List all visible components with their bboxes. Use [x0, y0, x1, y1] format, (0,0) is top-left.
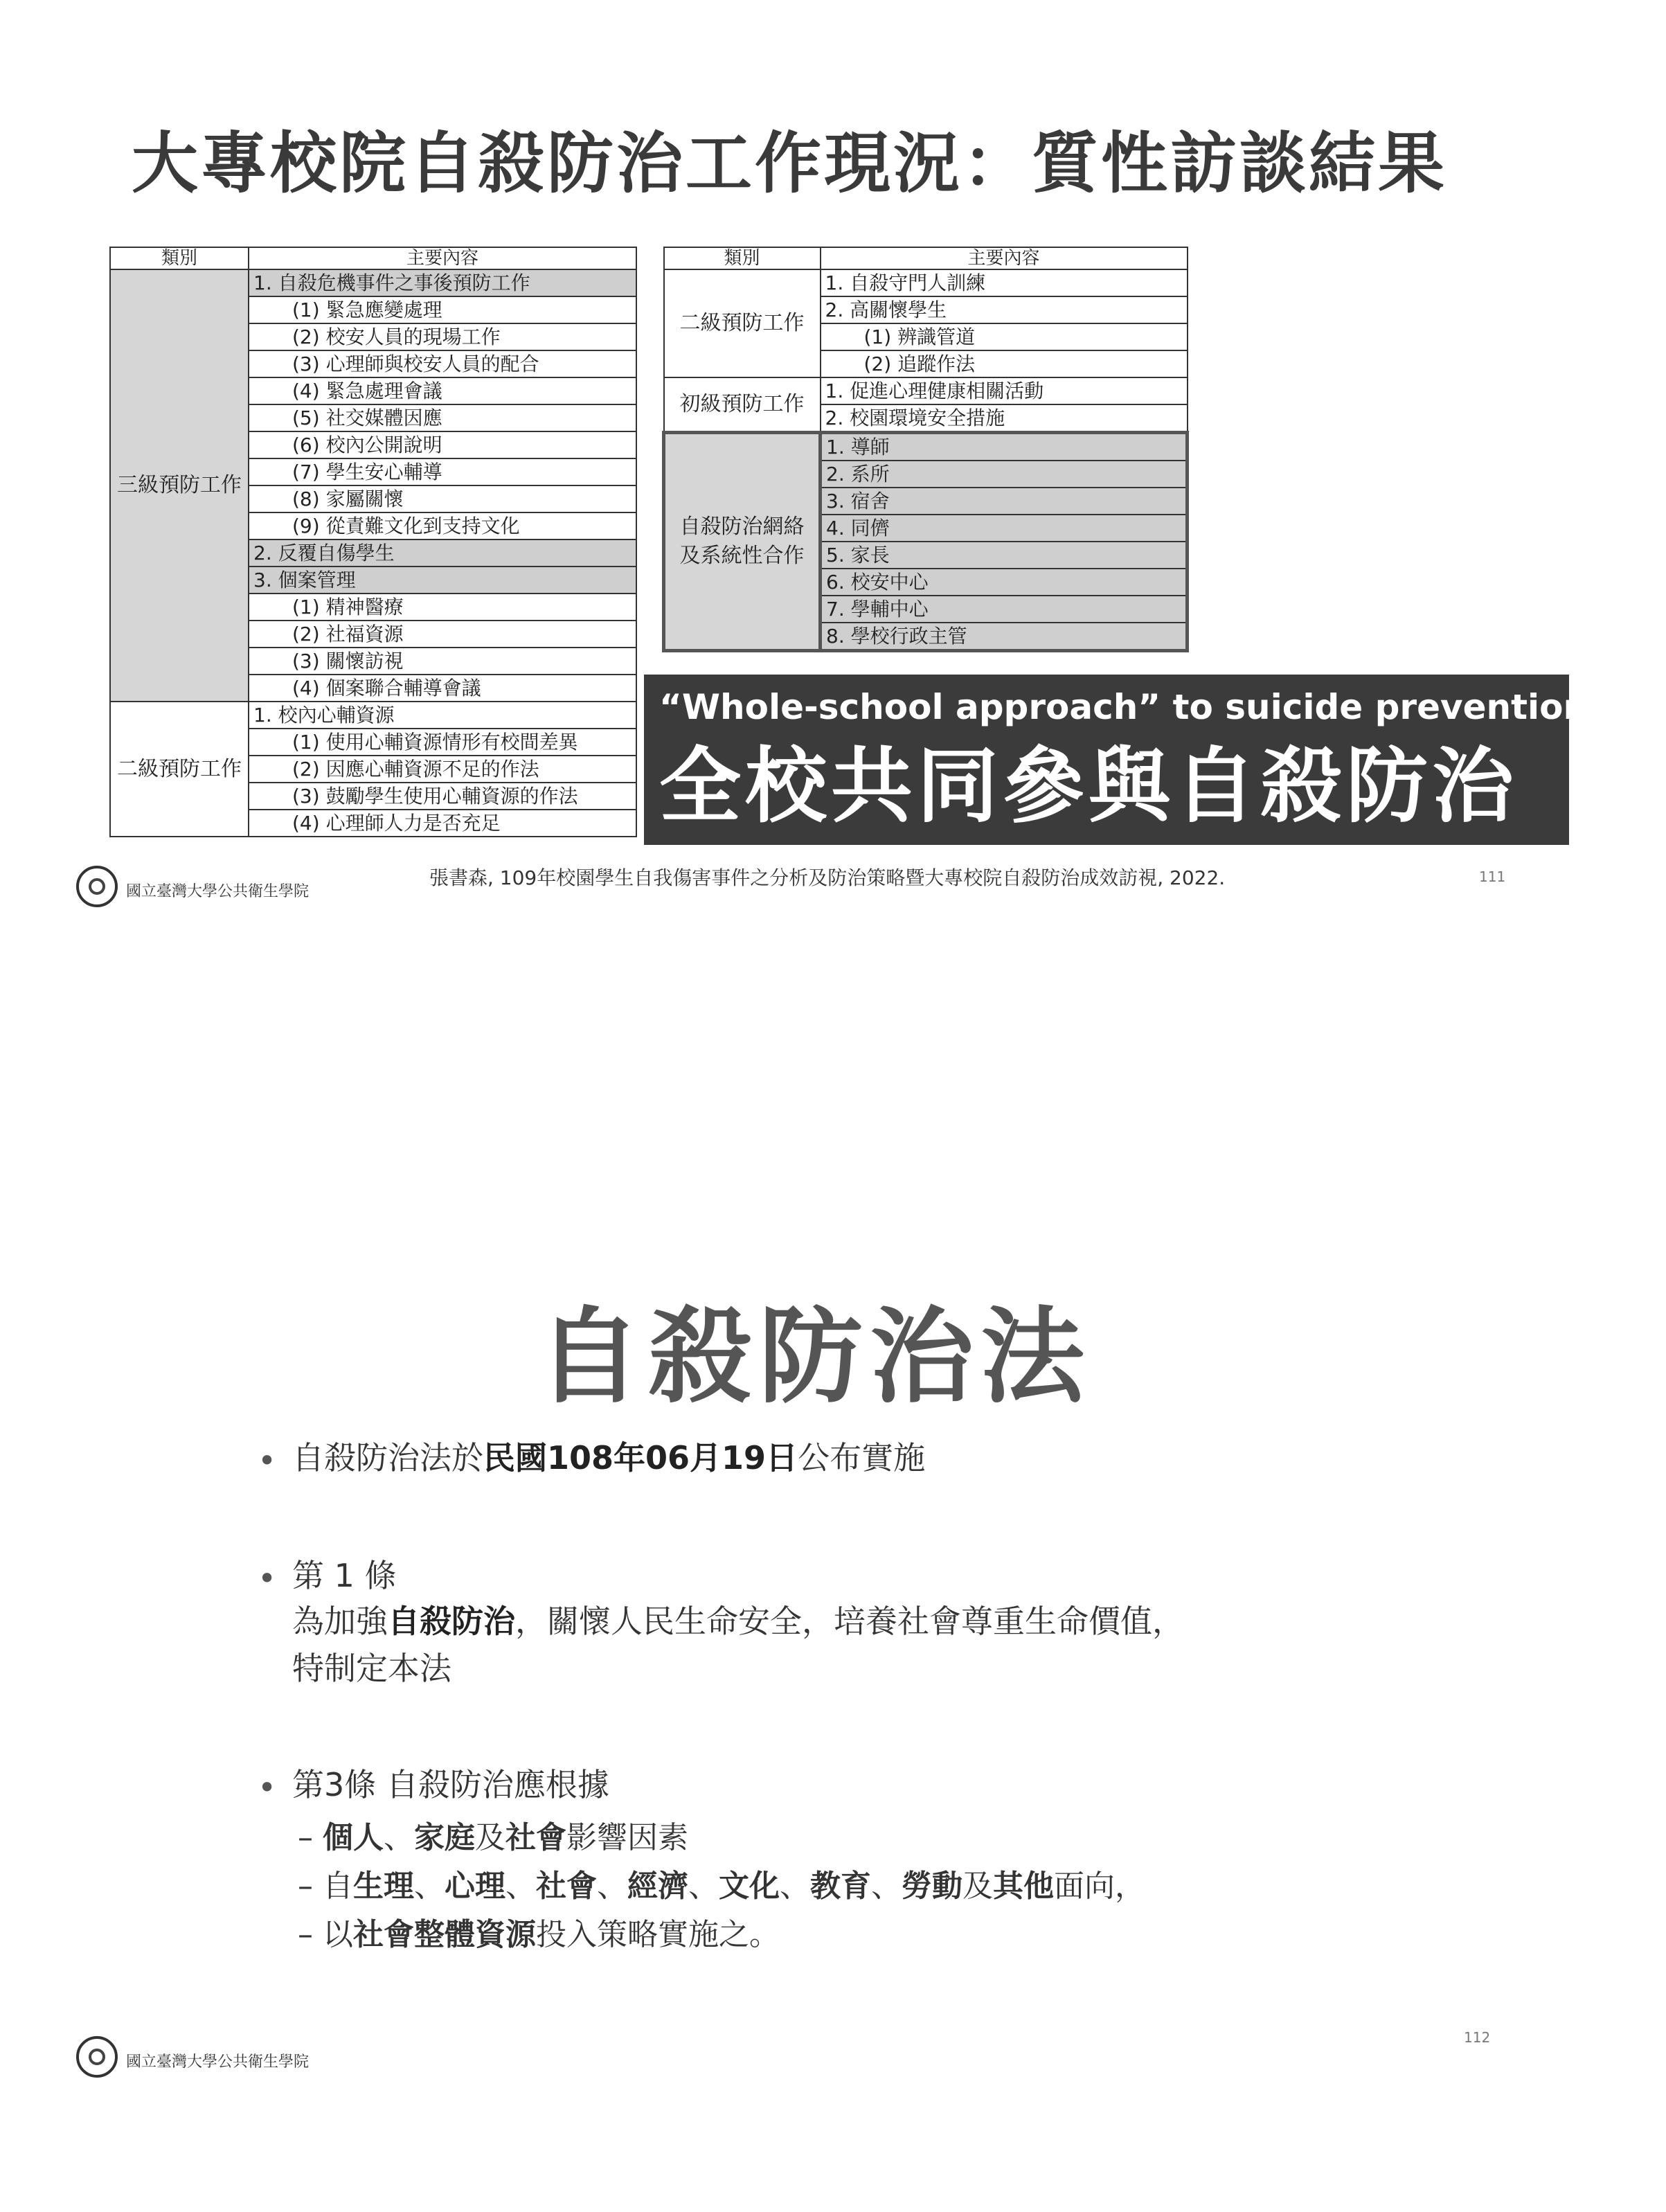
table-cell: (2) 校安人員的現場工作 [249, 323, 636, 350]
page-number: 111 [1479, 868, 1506, 885]
banner-chinese: 全校共同參與自殺防治 [659, 738, 1519, 834]
school-logo-icon [76, 866, 118, 907]
text: 公布實施 [798, 1439, 926, 1477]
text: 以 [323, 1917, 353, 1952]
table-row [110, 702, 636, 729]
table-cell: 8. 學校行政主管 [821, 623, 1188, 651]
logo-text: 國立臺灣大學公共衛生學院 [126, 2053, 310, 2071]
bold-text: 社會整體資源 [353, 1917, 536, 1952]
table-header-row [664, 247, 1188, 269]
text: 自 [323, 1868, 353, 1904]
table-cell: (7) 學生安心輔導 [249, 458, 636, 485]
table-cell: (1) 精神醫療 [249, 594, 636, 621]
table-cell: (2) 社福資源 [249, 621, 636, 648]
bold-text: 心理 [445, 1868, 505, 1904]
table-cell: 3. 宿舍 [821, 488, 1188, 515]
bullet-icon: • [258, 1442, 277, 1479]
table-cell: (2) 因應心輔資源不足的作法 [249, 756, 636, 783]
header-content: 主要內容 [249, 247, 636, 269]
dash-icon: – [298, 1868, 313, 1904]
header-category: 類別 [664, 247, 821, 269]
table-cell: (8) 家屬關懷 [249, 485, 636, 512]
table-cell: 5. 家長 [821, 542, 1188, 569]
bullet-2-line-2: 特制定本法 [292, 1650, 451, 1687]
table-row [664, 377, 1188, 404]
table-cell: (3) 心理師與校安人員的配合 [249, 350, 636, 377]
table-cell: 7. 學輔中心 [821, 596, 1188, 623]
bullet-1 [292, 1436, 925, 1479]
table-cell: (6) 校內公開說明 [249, 431, 636, 458]
text: 、 [505, 1868, 536, 1904]
text: 、 [871, 1868, 902, 1904]
table-cell: 1. 自殺危機事件之事後預防工作 [249, 269, 636, 296]
table-cell: 1. 自殺守門人訓練 [821, 269, 1188, 296]
dash-icon: – [298, 1820, 313, 1855]
table-cell: 3. 個案管理 [249, 567, 636, 594]
logo-text: 國立臺灣大學公共衛生學院 [126, 883, 310, 900]
bold-text: 社會 [505, 1820, 566, 1855]
sub-item-3 [298, 1914, 780, 1956]
school-logo-icon [76, 2036, 118, 2078]
table-left [109, 247, 637, 837]
text: 、 [780, 1868, 810, 1904]
bold-text: 文化 [719, 1868, 780, 1904]
category-cell: 二級預防工作 [110, 702, 249, 837]
table-cell: (4) 緊急處理會議 [249, 377, 636, 404]
text: 面向， [1054, 1868, 1145, 1904]
text: 、 [597, 1868, 627, 1904]
bullet-icon: • [258, 1560, 277, 1597]
table-cell: 2. 反覆自傷學生 [249, 539, 636, 567]
bold-text: 勞動 [902, 1868, 962, 1904]
text: 及 [962, 1868, 993, 1904]
bold-text: 其他 [993, 1868, 1054, 1904]
text: 投入策略實施之。 [536, 1917, 780, 1952]
sub-item-2 [298, 1866, 1145, 1907]
bullet-3-heading: 第3條 自殺防治應根據 [292, 1766, 609, 1803]
table-cell: 1. 導師 [821, 433, 1188, 461]
header-content: 主要內容 [821, 247, 1188, 269]
bold-text: 個人 [323, 1820, 384, 1855]
bold-text: 社會 [536, 1868, 597, 1904]
text: 、 [688, 1868, 719, 1904]
text: 自殺防治法於 [292, 1439, 483, 1477]
table-cell: (5) 社交媒體因應 [249, 404, 636, 431]
text: 及 [475, 1820, 505, 1855]
category-cell: 自殺防治網絡及系統性合作 [664, 433, 821, 651]
slide2-title: 自殺防治法 [537, 1297, 1092, 1418]
text: 影響因素 [566, 1820, 688, 1855]
banner-english: “Whole-school approach” to suicide prevention [659, 687, 1588, 727]
table-cell: 2. 校園環境安全措施 [821, 404, 1188, 433]
bold-text: 家庭 [414, 1820, 475, 1855]
category-cell: 初級預防工作 [664, 377, 821, 433]
table-cell: 4. 同儕 [821, 515, 1188, 542]
table-cell: 2. 系所 [821, 461, 1188, 488]
category-cell: 三級預防工作 [110, 269, 249, 702]
table-cell: (1) 使用心輔資源情形有校間差異 [249, 729, 636, 756]
table-cell: 2. 高關懷學生 [821, 296, 1188, 323]
text: 、 [414, 1868, 445, 1904]
table-cell: (4) 心理師人力是否充足 [249, 810, 636, 837]
bold-date: 民國108年06月19日 [483, 1439, 798, 1477]
bullet-2-heading: 第 1 條 [292, 1557, 397, 1594]
page-number: 112 [1464, 2029, 1491, 2046]
bullet-icon: • [258, 1769, 277, 1806]
table-cell: (3) 鼓勵學生使用心輔資源的作法 [249, 783, 636, 810]
category-cell: 二級預防工作 [664, 269, 821, 377]
text: ，關懷人民生命安全，培養社會尊重生命價值， [515, 1603, 1184, 1640]
table-right [662, 247, 1189, 652]
table-cell: (1) 緊急應變處理 [249, 296, 636, 323]
header-category: 類別 [110, 247, 249, 269]
bold-text: 自殺防治 [388, 1603, 515, 1640]
bullet-2-line-1 [292, 1600, 1184, 1643]
table-cell: (1) 辨識管道 [821, 323, 1188, 350]
slide1-title: 大專校院自殺防治工作現況：質性訪談結果 [132, 125, 1447, 202]
text: 、 [384, 1820, 414, 1855]
sub-item-1 [298, 1817, 688, 1859]
table-cell: 1. 校內心輔資源 [249, 702, 636, 729]
table-row [664, 269, 1188, 296]
bold-text: 經濟 [627, 1868, 688, 1904]
bold-text: 生理 [353, 1868, 414, 1904]
table-cell: (3) 關懷訪視 [249, 648, 636, 675]
citation: 張書森, 109年校園學生自我傷害事件之分析及防治策略暨大專校院自殺防治成效訪視, 2022. [429, 866, 1226, 889]
table-row [110, 269, 636, 296]
whole-school-banner [644, 675, 1588, 845]
table-row [664, 433, 1188, 461]
table-cell: (9) 從責難文化到支持文化 [249, 512, 636, 539]
text: 為加強 [292, 1603, 388, 1640]
table-cell: (4) 個案聯合輔導會議 [249, 675, 636, 702]
bold-text: 教育 [810, 1868, 871, 1904]
table-cell: (2) 追蹤作法 [821, 350, 1188, 377]
table-header-row [110, 247, 636, 269]
dash-icon: – [298, 1917, 313, 1952]
table-cell: 1. 促進心理健康相關活動 [821, 377, 1188, 404]
table-cell: 6. 校安中心 [821, 569, 1188, 596]
